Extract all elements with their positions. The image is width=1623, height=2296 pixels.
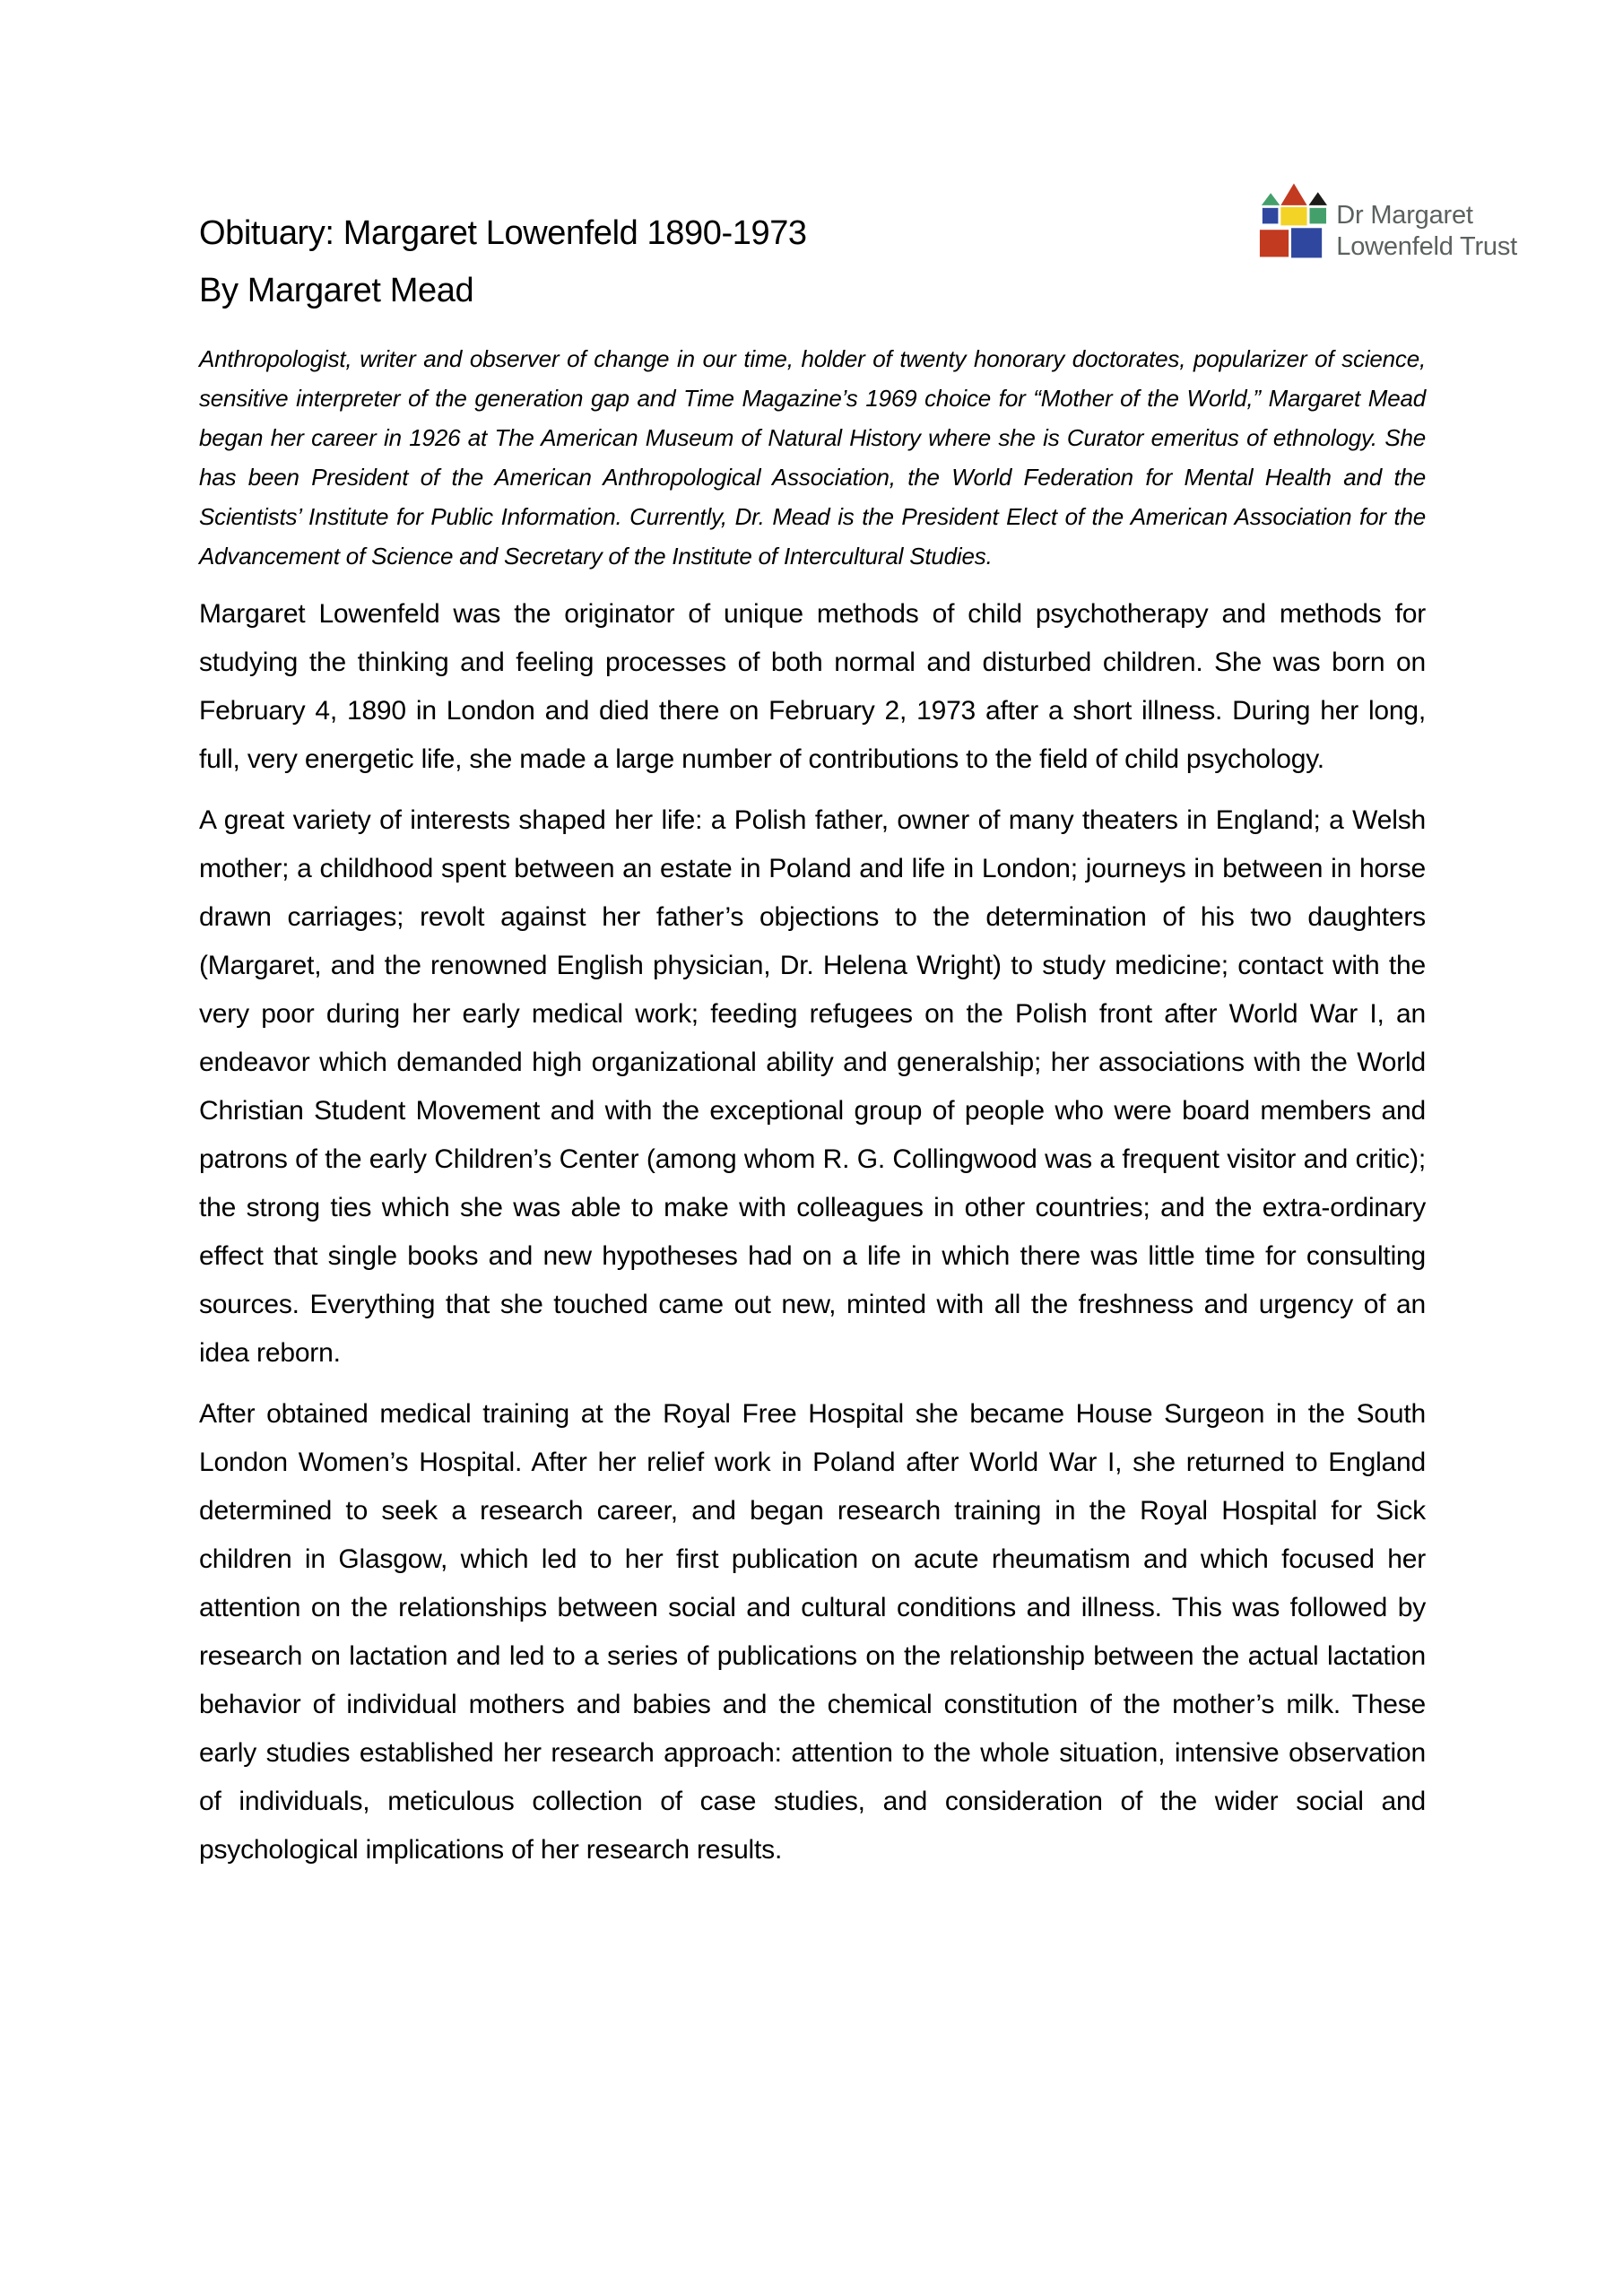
building-blocks-logo-icon — [1257, 182, 1327, 258]
body-paragraph-1: Margaret Lowenfeld was the originator of unique methods of child psychotherapy and methods for studying the thinking and feeling processes of both normal and disturbed children. She was born on February 4, 1890 in London and died there on February 2, 1973 after a short illness. During her long, full, very energetic life, she made a large number of contributions to the field of child psychology. — [199, 599, 1426, 774]
document-header — [199, 176, 1517, 319]
logo-red-triangle — [1281, 184, 1307, 205]
logo-yellow-square — [1281, 207, 1307, 225]
body-paragraph-2: A great variety of interests shaped her life: a Polish father, owner of many theaters in England; a Welsh mother; a childhood spent between an estate in Poland and life in London; journeys in between in horse drawn carriages; revolt against her father’s objections to the determination of his two daughters (Margaret, and the renowned English physician, Dr. Helena Wright) to study medicine; contact with the very poor during her early medical work; feeding refugees on the Polish front after World War I, an endeavor which demanded high organizational ability and generalship; her associations with the World Christian Student Movement and with the exceptional group of people who were board members and patrons of the early Children’s Center (among whom R. G. Collingwood was a frequent visitor and critic); the strong ties which she was able to make with colleagues in other countries; and the extra-ordinary effect that single books and new hypotheses had on a life in which there was little time for consulting sources. Everything that she touched came out new, minted with all the freshness and urgency of an idea reborn. — [199, 805, 1426, 1368]
logo-green-square — [1310, 208, 1327, 224]
logo-small-blue-square — [1263, 208, 1279, 224]
logo-big-red-square — [1260, 230, 1289, 257]
logo-black-triangle — [1309, 192, 1327, 205]
trust-logo-text — [1336, 200, 1517, 263]
logo-green-triangle — [1262, 193, 1280, 205]
body-paragraph-3: After obtained medical training at the Royal Free Hospital she became House Surgeon in the South London Women’s Hospital. After her relief work in Poland after World War I, she returned to England determined to seek a research career, and began research training in the Royal Hospital for Sick children in Glasgow, which led to her first publication on acute rheumatism and which focused her attention on the relationships between social and cultural conditions and illness. This was followed by research on lactation and led to a series of publications on the relationship between the actual lactation behavior of individual mothers and babies and the chemical constitution of the mother’s milk. These early studies established her research approach: attention to the whole situation, intensive observation of individuals, meticulous collection of case studies, and consideration of the wider social and psychological implications of her research results. — [199, 1399, 1426, 1865]
trust-logo-text-line2: Lowenfeld Trust — [1336, 232, 1517, 261]
trust-logo-text-line1: Dr Margaret — [1336, 201, 1473, 230]
page-byline: By Margaret Mead — [199, 272, 474, 309]
intro-paragraph: Anthropologist, writer and observer of change in our time, holder of twenty honorary doctorates, popularizer of science, sensitive interpreter of the generation gap and Time Magazine’s 1969 choice for “Mother of the World,” Margaret Mead began her career in 1926 at The American Museum of Natural History where she is Curator emeritus of ethnology. She has been President of the American Anthropological Association, the World Federation for Mental Health and the Scientists’ Institute for Public Information. Currently, Dr. Mead is the President Elect of the American Association for the Advancement of Science and Secretary of the Institute of Intercultural Studies. — [199, 345, 1426, 570]
page-title: Obituary: Margaret Lowenfeld 1890-1973 — [199, 214, 807, 252]
title-block — [199, 204, 1426, 319]
logo-big-blue-square — [1291, 228, 1322, 257]
trust-logo — [1257, 182, 1517, 263]
